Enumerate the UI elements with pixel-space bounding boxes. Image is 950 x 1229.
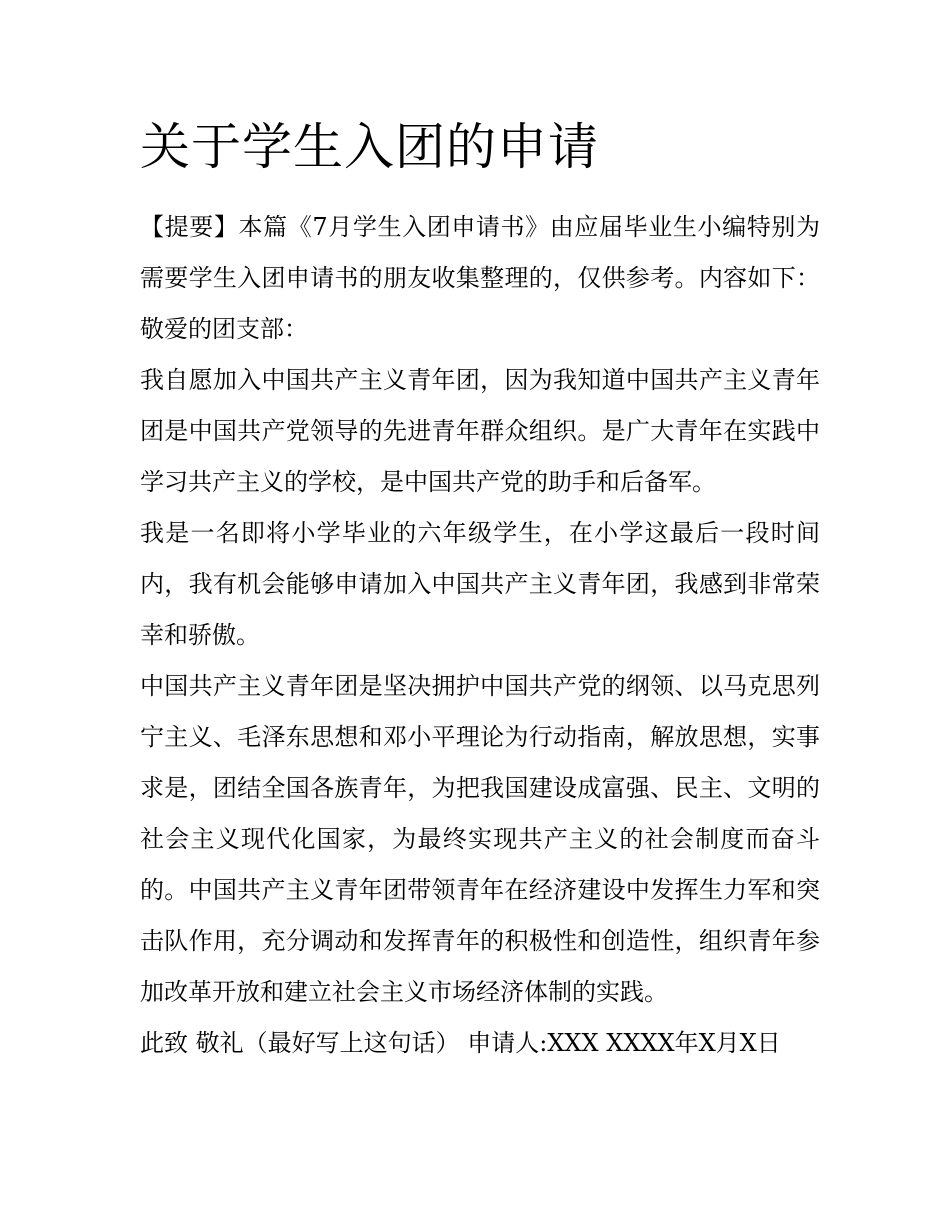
paragraph-league: 中国共产主义青年团是坚决拥护中国共产党的纲领、以马克思列宁主义、毛泽东思想和邓小平理论为行动指南，解放思想，实事求是，团结全国各族青年，为把我国建设成富强、民主、文明的社会主义现代化国家，为最终实现共产主义的社会制度而奋斗的。中国共产主义青年团带领青年在经济建设中发挥生力军和突击队作用，充分调动和发挥青年的积极性和创造性，组织青年参加改革开放和建立社会主义市场经济体制的实践。 [140,672,820,1006]
paragraph-intro: 我自愿加入中国共产主义青年团，因为我知道中国共产主义青年团是中国共产党领导的先进青年群众组织。是广大青年在实践中学习共产主义的学校，是中国共产党的助手和后备军。 [140,366,820,496]
paragraph-self: 我是一名即将小学毕业的六年级学生，在小学这最后一段时间内，我有机会能够申请加入中国共产主义青年团，我感到非常荣幸和骄傲。 [140,519,820,649]
paragraph-summary: 【提要】本篇《7月学生入团申请书》由应届毕业生小编特别为需要学生入团申请书的朋友收集整理的，仅供参考。内容如下： 敬爱的团支部： [140,213,820,343]
document-title: 关于学生入团的申请 [140,118,599,176]
paragraph-closing: 此致 敬礼（最好写上这句话） 申请人:XXX XXXX年X月X日 [140,1029,781,1057]
document-page [140,112,820,1069]
document-body [140,202,820,1069]
